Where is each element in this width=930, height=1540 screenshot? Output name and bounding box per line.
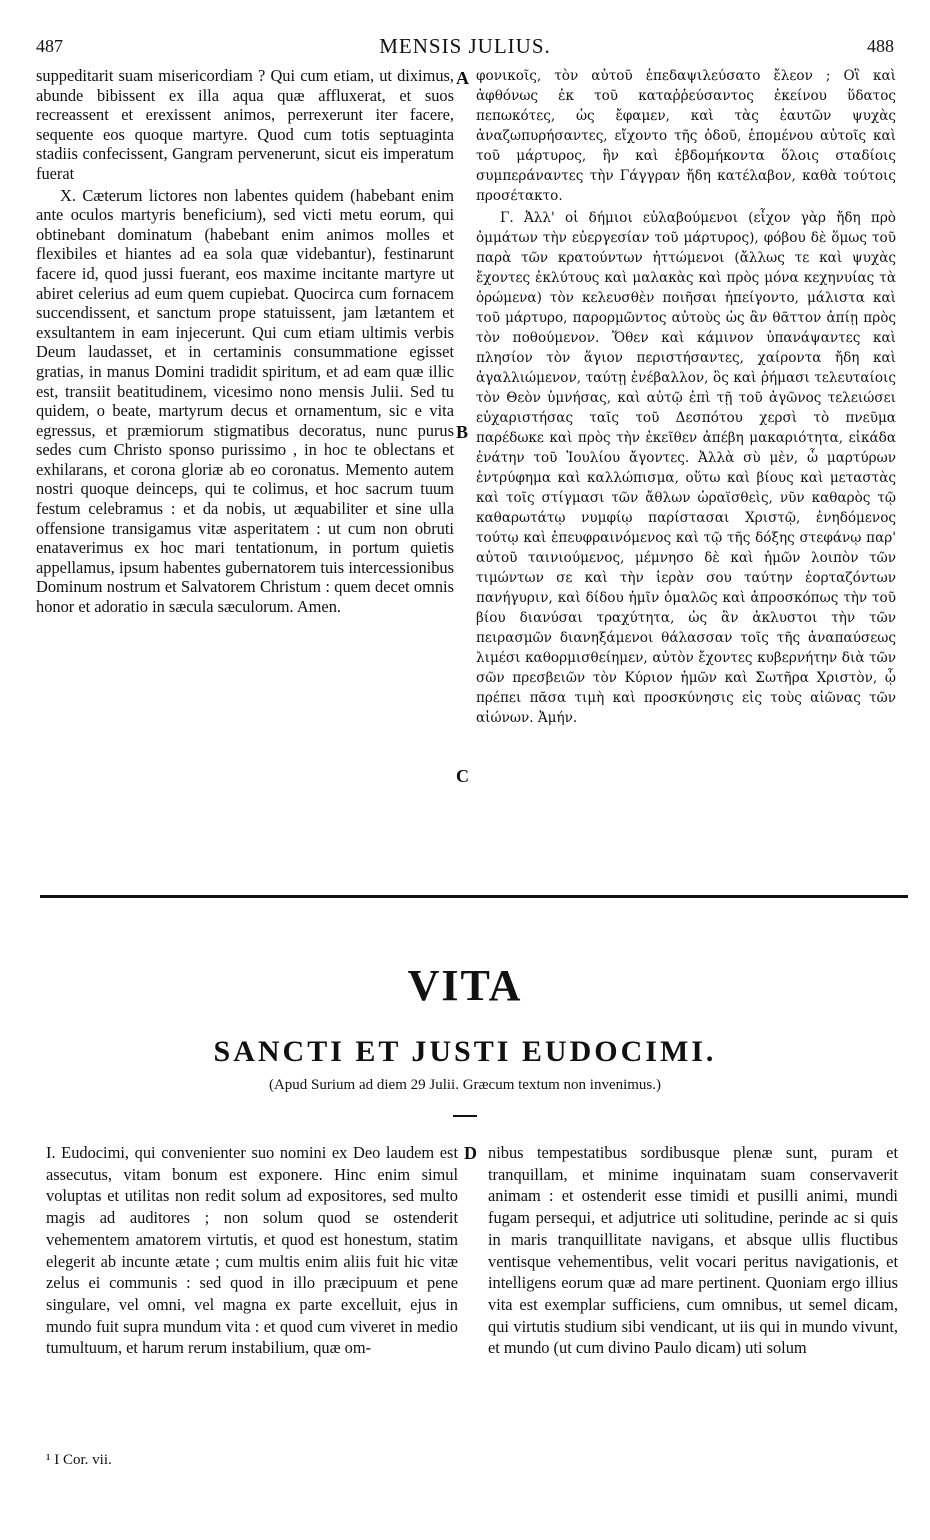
left-column-bottom xyxy=(46,1142,458,1359)
section-divider xyxy=(40,895,908,898)
source-note: (Apud Surium ad diem 29 Julii. Græcum textum non invenimus.) xyxy=(268,1077,662,1093)
greek-paragraph-2: Γ. Ἀλλ' οἱ δήμιοι εὐλαβούμενοι (εἶχον γὰρ ἤδη πρὸ ὀμμάτων τὴν εὐεργεσίαν τοῦ μάρτυρος), φόβου δὲ ὅμως τοῦ παρὰ τῶν κρατούντων ἡττώμενοι (ἄλλως τε καὶ ψυχὰς ἔχοντες ἐκλύτους καὶ μαλακὰς καὶ πρὸς μόνα κεχηνυίας τὰ ὁρώμενα) τὸν κελευσθὲν ποιῆσαι ἠπείγοντο, μάλιστα καὶ τοῦ μάρτυρο, παρορμῶντος αὐτοὺς ὡς ἂν θᾶττον ἀπίῃ πρὸς τὸν ποθούμενον. Ὅθεν καὶ κάμινον ὑπανάψαντες καὶ πλησίον τὸν ἅγιον περιστήσαντες, χαίροντα ἤδη καὶ ἀγαλλιώμενον, ταύτῃ ἐνέβαλλον, ὃς καὶ ῥήμασι τελευταίοις τὸν Θεὸν ὑμνήσας, καὶ αὐτῷ ἐπὶ τῇ τοῦ ἀγῶνος τελειώσει εὐχαριστήσας ταῖς τοῦ Δεσπότου χερσὶ τὸ πνεῦμα παρέδωκε καὶ πρὸς τὴν ἐκεῖθεν ἀπέβη μακαριότητα, εἰκάδα ἐνάτην τοῦ Ἰουλίου ἄγοντες. Ἀλλὰ σὺ μὲν, ὦ μαρτύρων ἐντρύφημα καὶ καλλώπισμα, οὕτω καὶ βίους καὶ μεταστὰς καὶ τοῖς στίγμασι τῶν ἄθλων ὡραϊσθεὶς, νῦν καθαρὸς τῷ καθαρωτάτῳ νυμφίῳ παρίστασαι Χριστῷ, ἐνηδόμενος τούτῳ καὶ ἐπευφραινόμενος καὶ τῷ τῆς δόξης στεφάνῳ παρ' αὐτοῦ ταινιούμενος, μέμνησο δὲ καὶ ἡμῶν λοιπὸν τῶν τιμώντων σε καὶ τὴν ἱερὰν σου ταύτην ἑορταζόντων πανήγυριν, καὶ δίδου ἡμῖν ὁμαλῶς καὶ ἀπροσκόπως τὴν τοῦ βίου διανύσαι τραχύτητα, ὡς ἂν ἀκλυστοι τὴν τῶν πειρασμῶν διανηξάμενοι θάλασσαν τοῖς τῆς ἀναπαύσεως λιμέσι καθορμισθείημεν, αὐτὸν ἔχοντες κυβερνήτην διὰ τῶν σῶν πρεσβειῶν τὸν Κύριον ἡμῶν καὶ Σωτῆρα Χριστὸν, ᾧ πρέπει πᾶσα τιμὴ καὶ προσκύνησις εἰς τοὺς αἰῶνας τῶν αἰώνων. Ἀμήν. xyxy=(476,210,896,726)
margin-marker-c: C xyxy=(456,766,469,786)
section-title: VITA xyxy=(407,961,523,1010)
vita-paragraph-right: nibus tempestatibus sordibusque plenæ sunt, puram et tranquillam, et minime inquinatam suam conservaverit animam : et ostenderit esse timidi et pusilli animi, mundi fugam persequi, et adjutrice uti solitudine, perinde ac si quis in maris tranquillitate navigans, et absque ullis fluctibus ventisque vehementibus, velit vocari peritus navigationis, et intelligens eorum quæ ad mare pertinent. Quoniam ergo illius vita est exemplar sufficiens, cum omnibus, ut semel dicam, qui virtutis studium sibi vendicant, ut iis qui in mundo vivunt, et mundo (ut cum divino Paulo dicam) uti solum xyxy=(488,1143,898,1358)
greek-paragraph-1: φονικοῖς, τὸν αὐτοῦ ἐπεδαψιλεύσατο ἔλεον ; Οἳ καὶ ἀφθόνως ἐκ τοῦ καταῤῥεύσαντος ἐκείνου ὕδατος πεπωκότες, ὡς ἔφαμεν, καὶ τὰς ἑαυτῶν ψυχὰς ἀναζωπυρήσαντες, εἴχοντο τῆς ὁδοῦ, ἑπομένου αὐτοῖς καὶ τοῦ μάρτυρος, ἣν καὶ ἑβδομήκοντα ὅλοις σταδίοις συμπεράναντες τὴν Γάγγραν ἤδη κατέλαβον, καθὰ τούτοις προσέτακτο. xyxy=(476,68,896,204)
footnote: ¹ I Cor. vii. xyxy=(46,1452,112,1468)
latin-paragraph-1: suppeditarit suam misericordiam ? Qui cum etiam, ut diximus, abunde bibissent ex illa aqua quæ affluxerat, et suos recreassent et erexissent animos, perrexerunt iter facere, sequente eos quoque martyre. Quod cum totis septuaginta stadiis confecissent, Gangram pervenerunt, sicut eis imperatum fuerat xyxy=(36,66,454,183)
margin-marker-d: D xyxy=(464,1143,477,1163)
page-header xyxy=(0,30,930,60)
latin-paragraph-2: X. Cæterum lictores non labentes quidem (habebant enim ante oculos martyris beneficium), sed victi metu eorum, qui obtinebant dominatum (habebant enim animos molles et flexibiles et hiantes ad ea sola quæ videbantur), festinarunt facere id, quod jussi fuerant, eos maxime incitante martyre ut abiret celerius ad eum quem cupiebat. Quocirca cum fornacem succendissent, et sanctum prope statuissent, jam lætantem et exsultantem in eam injecerunt. Qui cum etiam ultimis verbis Deum laudasset, et in certaminis consummatione egisset gratias, in manus Domini tradidit spiritum, et ad eam quæ illic est, transiit beatitudinem, vicesimo nono mensis Julii. Sed tu quidem, o beate, martyrum decus et ornamentum, sic e vita egressus, et præmiorum stigmatibus decoratus, nunc purus sedes cum Christo sponso purissimo , in hoc te oblectans et exhilarans, et corona gloriæ ab eo coronatus. Memento autem nostri quoque deinceps, qui te colimus, et hoc sacrum tuum festum celebramus : et da nobis, ut æquabiliter et sine ulla offensione transigamus vitæ asperitatem : ut cum non obruti enataverimus ex hoc mari tentationum, in portum quietis appellamus, ipsum habentes gubernatorem tuis intercessionibus Dominum nostrum et Salvatorem Christum : quem decet omnis honor et adoratio in sæcula sæculorum. Amen. xyxy=(36,185,454,617)
short-rule xyxy=(453,1115,477,1117)
page-number-left: 487 xyxy=(36,36,63,56)
right-column-bottom xyxy=(488,1142,898,1359)
page-number-right: 488 xyxy=(867,36,894,56)
greek-column-top xyxy=(476,66,896,728)
margin-marker-b: B xyxy=(456,422,469,442)
running-title: MENSIS JULIUS. xyxy=(379,34,551,58)
vita-paragraph-left: I. Eudocimi, qui convenienter suo nomini ex Deo laudem est assecutus, vitam bonum est exponere. Hinc enim simul voluptas et utilitas non redit solum ad expositores, sed multo magis ad auditores ; non solum quod se ostenderit vehementem amatorem virtutis, et quod est honestum, statim elegerit ab incunte ætate ; cum multis enim aliis fuit hic vitæ zelus ei communis : sed quod in illo præcipuum et pene singulare, vel omni, vel magna ex parte excelluit, ejus in mundo fuit supra mundum vita : et quod cum viveret in medio tumultuum, et harum rerum instabilium, quæ om- xyxy=(46,1143,458,1358)
section-subtitle: SANCTI ET JUSTI EUDOCIMI. xyxy=(213,1035,717,1068)
margin-marker-a: A xyxy=(456,68,469,88)
latin-column-top xyxy=(36,66,454,617)
